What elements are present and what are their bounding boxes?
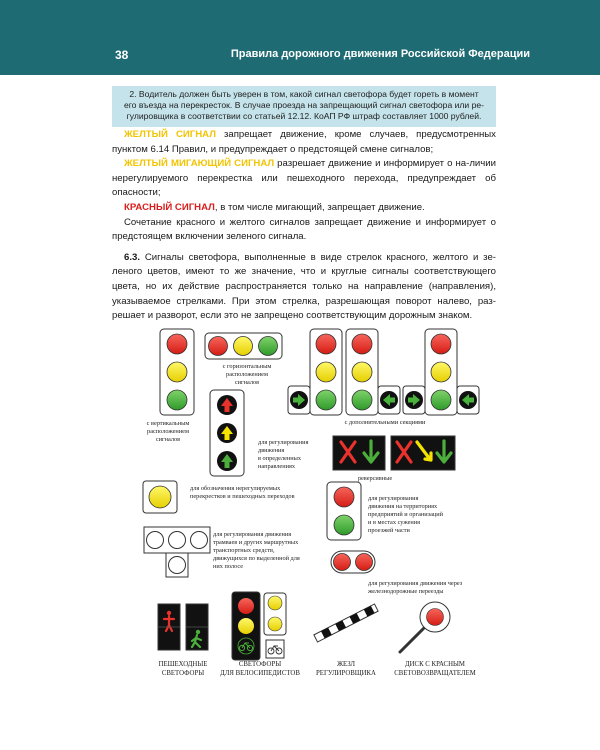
caption-vertical-0: с вертикальным	[146, 420, 190, 427]
body-text	[112, 128, 496, 324]
cyclist-traffic-light-2	[264, 593, 286, 635]
page-header	[0, 0, 600, 75]
caption-disk-0: ДИСК С КРАСНЫМ	[405, 661, 465, 668]
paragraph-yellow-signal	[112, 128, 496, 157]
paragraph-red-signal	[112, 201, 496, 216]
horizontal-traffic-light	[205, 333, 282, 359]
caption-territories-2: предприятий и организаций	[368, 511, 444, 518]
note-line: гулировщика в соответствии со статьей 12.12. КоАП РФ штраф составляет 1000 рублей.	[126, 111, 482, 122]
additional-sections-light-2	[346, 329, 400, 415]
note-box	[112, 86, 496, 127]
vertical-traffic-light	[160, 329, 194, 415]
keyword-flashing-yellow: ЖЕЛТЫЙ МИГАЮЩИЙ СИГНАЛ	[124, 158, 275, 170]
traffic-baton	[314, 604, 378, 642]
caption-baton-1: РЕГУЛИРОВЩИКА	[316, 670, 376, 677]
caption-railway-0: для регулирования движения через	[368, 580, 463, 587]
caption-railway-1: железнодорожные переезды	[368, 588, 444, 595]
reversible-traffic-light-2	[391, 436, 455, 470]
caption-directions-3: направлениях	[258, 463, 296, 470]
caption-trams-1: трамваев и других маршрутных	[213, 539, 299, 546]
paragraph-text: разрешает движение и информирует о на-личии нерегулируемого перекрестка или пешеходного перехода, предупреждает об опасности;	[112, 158, 496, 199]
book-title: Правила дорожного движения Российской Федерации	[230, 48, 530, 60]
directional-arrow-traffic-light	[210, 390, 244, 476]
reflector-disk	[400, 602, 450, 652]
caption-directions-1: движения	[258, 447, 285, 454]
caption-disk-1: СВЕТОВОЗВРАЩАТЕЛЕМ	[394, 670, 476, 677]
caption-directions-0: для регулирования	[258, 439, 309, 446]
caption-horizontal-0: с горизонтальным	[222, 363, 272, 370]
paragraph-text: запрещает движение, кроме случаев, предусмотренных пунктом 6.14 Правил, и предупреждает о предстоящей смене сигналов;	[112, 129, 496, 155]
keyword-red-signal: КРАСНЫЙ СИГНАЛ	[124, 201, 215, 213]
caption-directions-2: в определенных	[258, 455, 301, 462]
paragraph-red-yellow: Сочетание красного и желтого сигналов запрещает движение и информирует о предстоящем включении зеленого сигнала.	[112, 216, 496, 243]
bicycle-sign	[266, 640, 284, 658]
reversible-traffic-light-1	[333, 436, 385, 470]
unregulated-yellow-light	[143, 481, 177, 513]
caption-vertical-1: расположением	[147, 428, 189, 435]
paragraph-text: Сигналы светофора, выполненные в виде стрелок красного, желтого и зе-леного цветов, имеют то же значение, что и круглые сигналы соответствующего цвета, но их действие распространяется только на направление (направления), указываемое стрелками. При этом стрелка, разрешающая поворот налево, раз-решает и разворот, если это не запрещено соответствующим дорожным знаком.	[112, 251, 496, 322]
tram-traffic-light	[144, 527, 210, 577]
pedestrian-traffic-light-2	[186, 604, 208, 650]
cyclist-traffic-light	[232, 592, 260, 660]
caption-trams-2: транспортных средств,	[213, 547, 275, 554]
caption-trams-4: них полосе	[213, 563, 244, 570]
caption-baton-0: ЖЕЗЛ	[336, 661, 356, 668]
caption-unregulated-0: для обозначения нерегулируемых	[190, 485, 281, 492]
caption-horizontal-1: расположением	[226, 371, 268, 378]
caption-territories-3: и в местах сужения	[368, 519, 421, 526]
territory-traffic-light	[327, 482, 361, 540]
caption-additional: с дополнительными секциями	[344, 419, 426, 426]
pedestrian-traffic-light-1	[158, 604, 180, 650]
caption-trams-3: движущихся по выделенной для	[213, 555, 300, 562]
caption-vertical-2: сигналов	[155, 436, 181, 443]
caption-trams-0: для регулирования движения	[213, 531, 292, 538]
paragraph-flashing-yellow	[112, 157, 496, 201]
additional-sections-light-3	[403, 329, 479, 415]
caption-pedestrian-0: ПЕШЕХОДНЫЕ	[158, 661, 208, 668]
caption-territories-0: для регулирования	[368, 495, 419, 502]
caption-pedestrian-1: СВЕТОФОРЫ	[161, 670, 205, 677]
caption-cyclists-0: СВЕТОФОРЫ	[238, 661, 282, 668]
caption-reversible: реверсивные	[357, 475, 393, 482]
paragraph-6-3	[112, 251, 496, 324]
caption-cyclists-1: ДЛЯ ВЕЛОСИПЕДИСТОВ	[220, 670, 300, 677]
caption-unregulated-1: перекрестков и пешеходных переходов	[190, 493, 295, 500]
note-line: 2. Водитель должен быть уверен в том, какой сигнал светофора будет гореть в момент	[129, 89, 479, 99]
paragraph-text: , в том числе мигающий, запрещает движение.	[214, 201, 425, 213]
caption-territories-1: движения на территориях	[368, 503, 438, 510]
page-number: 38	[115, 48, 129, 62]
note-line: его въезда на перекресток. В случае проезда на запрещающий сигнал светофора или ре-	[123, 100, 485, 111]
section-number: 6.3.	[124, 251, 141, 263]
keyword-yellow-signal: ЖЕЛТЫЙ СИГНАЛ	[124, 129, 216, 140]
additional-sections-light-1	[288, 329, 342, 415]
railway-crossing-traffic-light	[331, 551, 375, 573]
caption-horizontal-2: сигналов	[234, 379, 260, 386]
caption-territories-4: проезжей части	[368, 527, 410, 534]
